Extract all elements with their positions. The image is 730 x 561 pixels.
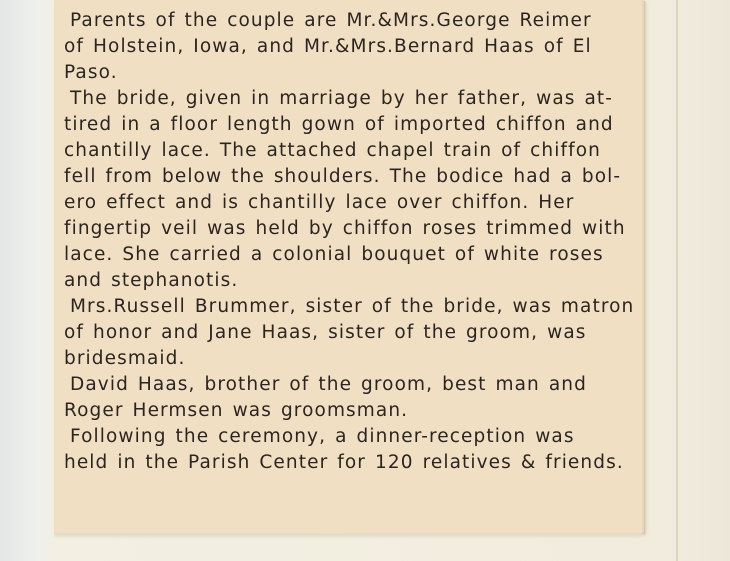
article-line: Roger Hermsen was groomsman. <box>64 400 409 421</box>
article-line: Paso. <box>64 62 118 83</box>
article-line: tired in a floor length gown of imported chiffon and <box>64 114 614 135</box>
newspaper-clipping <box>54 0 644 533</box>
article-line: ero effect and is chantilly lace over chiffon. Her <box>64 192 575 213</box>
page-edge-shadow <box>0 0 58 561</box>
article-line: fingertip veil was held by chiffon roses trimmed with <box>64 218 626 239</box>
article-line: Following the ceremony, a dinner-reception was <box>70 426 575 447</box>
article-line: Parents of the couple are Mr.&Mrs.George Reimer <box>70 10 592 31</box>
article-line: chantilly lace. The attached chapel train of chiffon <box>64 140 601 161</box>
article-line: The bride, given in marriage by her father, was at- <box>70 88 614 109</box>
article-line: Mrs.Russell Brummer, sister of the bride, was matron <box>70 296 635 317</box>
article-line: of honor and Jane Haas, sister of the groom, was <box>64 322 587 343</box>
article-line: and stephanotis. <box>64 270 239 291</box>
ink-bleed-through <box>646 240 716 320</box>
article-line: of Holstein, Iowa, and Mr.&Mrs.Bernard Haas of El <box>64 36 592 57</box>
article-line: held in the Parish Center for 120 relatives & friends. <box>64 452 624 473</box>
article-line: lace. She carried a colonial bouquet of white roses <box>64 244 604 265</box>
article-line: David Haas, brother of the groom, best man and <box>70 374 587 395</box>
article-line: fell from below the shoulders. The bodice had a bol- <box>64 166 622 187</box>
article-line: bridesmaid. <box>64 348 186 369</box>
article-body <box>64 8 634 476</box>
